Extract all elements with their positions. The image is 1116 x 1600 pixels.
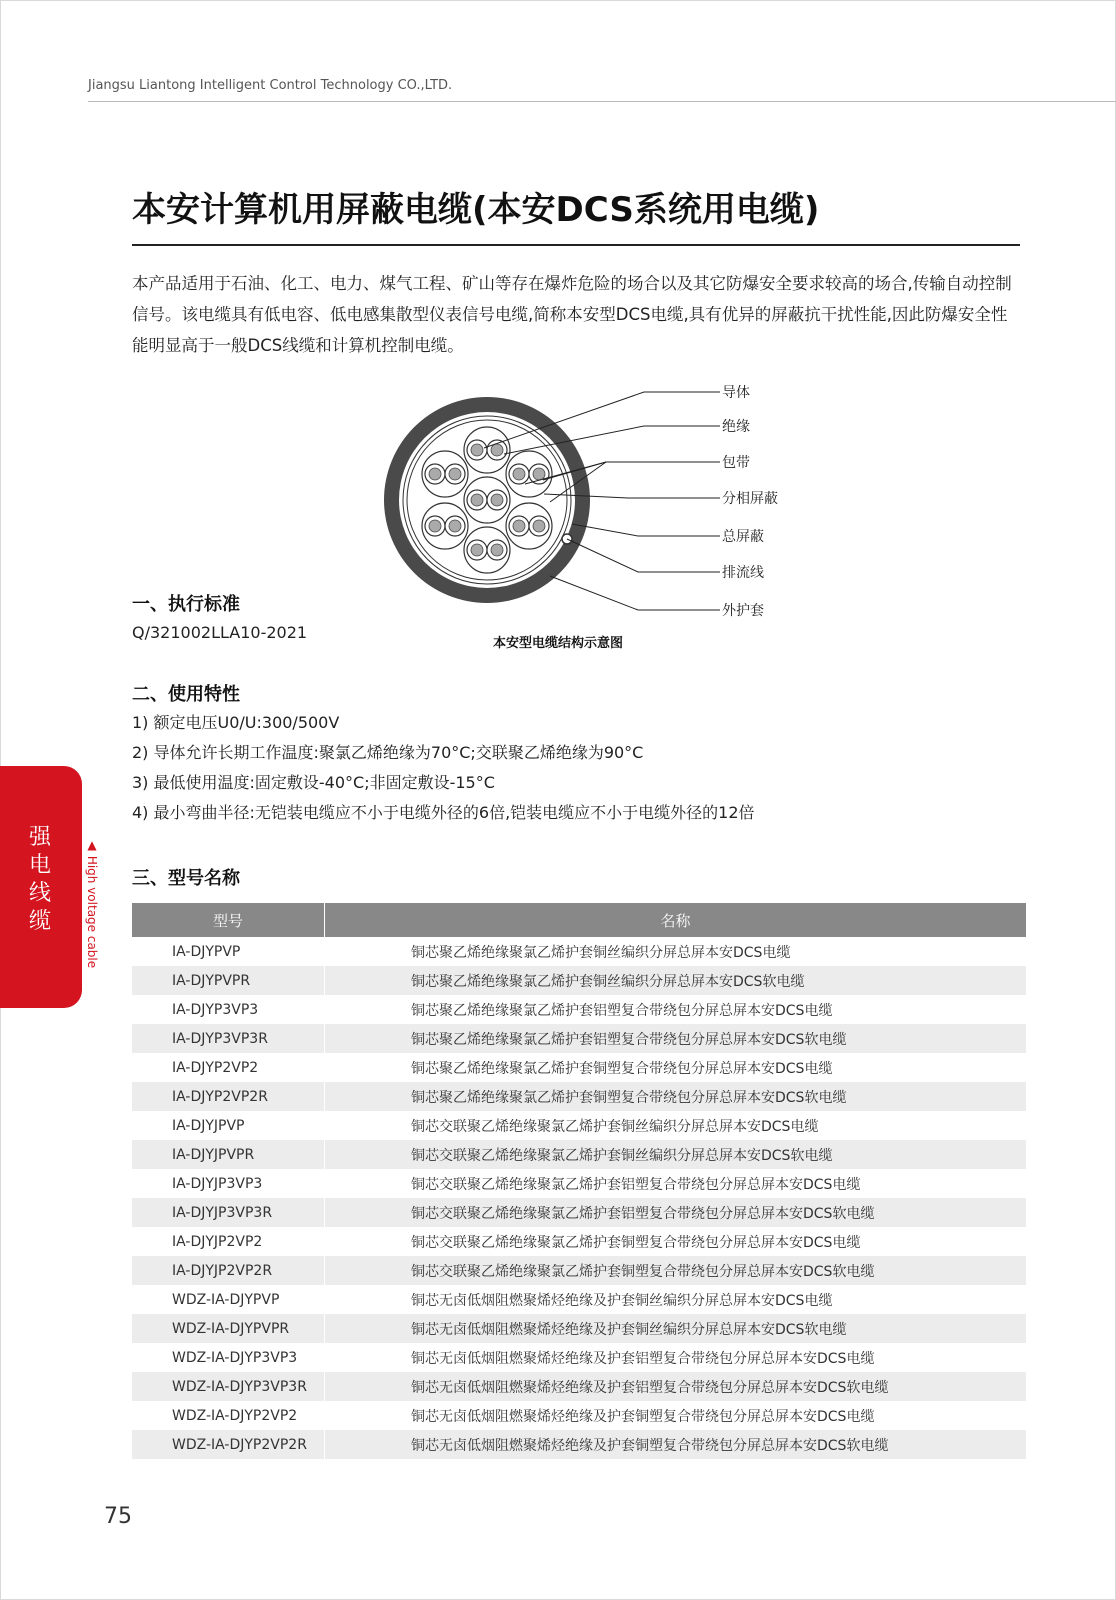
model-code-cell: WDZ-IA-DJYP3VP3 bbox=[132, 1343, 325, 1372]
model-name-cell: 铜芯交联聚乙烯绝缘聚氯乙烯护套铜丝编织分屏总屏本安DCS电缆 bbox=[411, 1118, 819, 1135]
table-row bbox=[132, 966, 1026, 995]
model-name-cell: 铜芯聚乙烯绝缘聚氯乙烯护套铜塑复合带绕包分屏总屏本安DCS电缆 bbox=[411, 1060, 833, 1077]
table-row bbox=[132, 1227, 1026, 1256]
conductor bbox=[533, 520, 545, 532]
model-name-cell: 铜芯交联聚乙烯绝缘聚氯乙烯护套铜塑复合带绕包分屏总屏本安DCS软电缆 bbox=[325, 1256, 1027, 1285]
model-code-cell: IA-DJYP2VP2R bbox=[132, 1082, 325, 1111]
property-item: 2) 导体允许长期工作温度:聚氯乙烯绝缘为70°C;交联聚乙烯绝缘为90°C bbox=[132, 743, 644, 762]
model-code-cell: WDZ-IA-DJYPVP bbox=[132, 1285, 325, 1314]
model-code-cell: IA-DJYJPVPR bbox=[132, 1140, 325, 1169]
standard-heading: 一、执行标准 bbox=[132, 594, 240, 615]
table-row bbox=[132, 1053, 1026, 1082]
table-row bbox=[132, 1111, 1026, 1140]
diagram-caption: 本安型电缆结构示意图 bbox=[493, 636, 624, 651]
model-name-cell: 铜芯无卤低烟阻燃聚烯烃绝缘及护套铜塑复合带绕包分屏总屏本安DCS电缆 bbox=[411, 1408, 875, 1425]
cable-cross-section bbox=[384, 384, 804, 644]
table-row bbox=[132, 1169, 1026, 1198]
conductor bbox=[449, 520, 461, 532]
section-side-tab bbox=[0, 766, 82, 1008]
table-row bbox=[132, 1401, 1026, 1430]
conductor bbox=[449, 468, 461, 480]
twisted-pair bbox=[464, 527, 510, 573]
table-row bbox=[132, 1256, 1026, 1285]
table-row bbox=[132, 1082, 1026, 1111]
property-item: 3) 最低使用温度:固定敷设-40°C;非固定敷设-15°C bbox=[132, 773, 495, 792]
model-name-cell: 铜芯交联聚乙烯绝缘聚氯乙烯护套铝塑复合带绕包分屏总屏本安DCS软电缆 bbox=[325, 1198, 1027, 1227]
conductor bbox=[513, 468, 525, 480]
diagram-label: 导体 bbox=[722, 385, 750, 401]
model-code-cell: WDZ-IA-DJYP3VP3R bbox=[132, 1372, 325, 1401]
table-row bbox=[132, 1372, 1026, 1401]
standard-code: Q/321002LLA10-2021 bbox=[132, 623, 308, 642]
properties-list bbox=[132, 710, 755, 830]
twisted-pair bbox=[506, 503, 552, 549]
model-code-cell: IA-DJYP3VP3 bbox=[132, 995, 325, 1024]
conductor bbox=[429, 520, 441, 532]
conductor bbox=[533, 468, 545, 480]
model-code-cell: IA-DJYP3VP3R bbox=[132, 1024, 325, 1053]
model-code-cell: IA-DJYP2VP2 bbox=[132, 1053, 325, 1082]
model-code-cell: IA-DJYJP3VP3 bbox=[132, 1169, 325, 1198]
conductor bbox=[513, 520, 525, 532]
page-number: 75 bbox=[104, 1504, 132, 1529]
intro-paragraph: 本产品适用于石油、化工、电力、煤气工程、矿山等存在爆炸危险的场合以及其它防爆安全要求较高的场合,传输自动控制信号。该电缆具有低电容、低电感集散型仪表信号电缆,简称本安型DCS电缆,具有优异的屏蔽抗干扰性能,因此防爆安全性能明显高于一般DCS线缆和计算机控制电缆。 bbox=[132, 274, 1012, 355]
diagram-label: 绝缘 bbox=[722, 419, 750, 435]
table-row bbox=[132, 1198, 1026, 1227]
page-title: 本安计算机用屏蔽电缆(本安DCS系统用电缆) bbox=[132, 190, 820, 230]
model-code-cell: WDZ-IA-DJYP2VP2R bbox=[132, 1430, 325, 1459]
model-name-cell: 铜芯聚乙烯绝缘聚氯乙烯护套铜丝编织分屏总屏本安DCS电缆 bbox=[411, 944, 791, 961]
table-row bbox=[132, 1140, 1026, 1169]
twisted-pair bbox=[422, 503, 468, 549]
model-name-cell: 铜芯无卤低烟阻燃聚烯烃绝缘及护套铝塑复合带绕包分屏总屏本安DCS软电缆 bbox=[325, 1372, 1027, 1401]
table-row bbox=[132, 1285, 1026, 1314]
model-name-cell: 铜芯交联聚乙烯绝缘聚氯乙烯护套铜丝编织分屏总屏本安DCS软电缆 bbox=[325, 1140, 1027, 1169]
model-code-cell: IA-DJYPVP bbox=[132, 937, 325, 966]
conductor bbox=[429, 468, 441, 480]
conductor bbox=[471, 494, 483, 506]
model-code-cell: IA-DJYPVPR bbox=[132, 966, 325, 995]
conductor bbox=[471, 544, 483, 556]
diagram-label: 分相屏蔽 bbox=[722, 491, 778, 507]
diagram-label: 包带 bbox=[722, 455, 750, 471]
side-tab-english-label: ▲ High voltage cable bbox=[85, 838, 99, 969]
model-name-cell: 铜芯无卤低烟阻燃聚烯烃绝缘及护套铜塑复合带绕包分屏总屏本安DCS软电缆 bbox=[325, 1430, 1027, 1459]
model-name-cell: 铜芯交联聚乙烯绝缘聚氯乙烯护套铜塑复合带绕包分屏总屏本安DCS电缆 bbox=[411, 1234, 861, 1251]
conductor bbox=[491, 544, 503, 556]
model-name-cell: 铜芯交联聚乙烯绝缘聚氯乙烯护套铝塑复合带绕包分屏总屏本安DCS电缆 bbox=[411, 1176, 861, 1193]
model-code-cell: IA-DJYJP2VP2R bbox=[132, 1256, 325, 1285]
table-row bbox=[132, 1314, 1026, 1343]
conductor bbox=[491, 494, 503, 506]
model-name-cell: 铜芯无卤低烟阻燃聚烯烃绝缘及护套铜丝编织分屏总屏本安DCS电缆 bbox=[411, 1292, 833, 1309]
conductor bbox=[471, 444, 483, 456]
model-code-cell: WDZ-IA-DJYPVPR bbox=[132, 1314, 325, 1343]
model-table bbox=[132, 903, 1026, 1459]
table-row bbox=[132, 1024, 1026, 1053]
property-item: 4) 最小弯曲半径:无铠装电缆应不小于电缆外径的6倍,铠装电缆应不小于电缆外径的12倍 bbox=[132, 803, 755, 822]
diagram-label: 总屏蔽 bbox=[722, 529, 764, 545]
diagram-labels bbox=[722, 384, 778, 619]
table-row bbox=[132, 937, 1026, 966]
model-name-cell: 铜芯聚乙烯绝缘聚氯乙烯护套铜丝编织分屏总屏本安DCS软电缆 bbox=[325, 966, 1027, 995]
model-name-cell: 铜芯无卤低烟阻燃聚烯烃绝缘及护套铝塑复合带绕包分屏总屏本安DCS电缆 bbox=[411, 1350, 875, 1367]
company-header: Jiangsu Liantong Intelligent Control Technology CO.,LTD. bbox=[88, 78, 453, 93]
twisted-pair bbox=[422, 451, 468, 497]
table-row bbox=[132, 995, 1026, 1024]
table-row bbox=[132, 1430, 1026, 1459]
models-heading: 三、型号名称 bbox=[132, 868, 240, 889]
model-table-body bbox=[132, 937, 1026, 1459]
diagram-label: 排流线 bbox=[722, 565, 764, 581]
twisted-pair bbox=[464, 427, 510, 473]
model-code-cell: WDZ-IA-DJYP2VP2 bbox=[132, 1401, 325, 1430]
column-header-model: 型号 bbox=[132, 903, 325, 937]
model-name-cell: 铜芯聚乙烯绝缘聚氯乙烯护套铝塑复合带绕包分屏总屏本安DCS软电缆 bbox=[325, 1024, 1027, 1053]
diagram-label: 外护套 bbox=[722, 603, 764, 619]
cable-structure-diagram bbox=[384, 384, 804, 644]
header-divider bbox=[88, 101, 1116, 102]
table-header-row bbox=[132, 903, 1026, 937]
model-code-cell: IA-DJYJPVP bbox=[132, 1111, 325, 1140]
side-tab-label: 强电线缆 bbox=[28, 825, 51, 934]
model-name-cell: 铜芯无卤低烟阻燃聚烯烃绝缘及护套铜丝编织分屏总屏本安DCS软电缆 bbox=[325, 1314, 1027, 1343]
model-code-cell: IA-DJYJP3VP3R bbox=[132, 1198, 325, 1227]
title-divider bbox=[132, 244, 1020, 246]
twisted-pair bbox=[506, 451, 552, 497]
properties-heading: 二、使用特性 bbox=[132, 684, 240, 705]
model-name-cell: 铜芯聚乙烯绝缘聚氯乙烯护套铝塑复合带绕包分屏总屏本安DCS电缆 bbox=[411, 1002, 833, 1019]
table-row bbox=[132, 1343, 1026, 1372]
property-item: 1) 额定电压U0/U:300/500V bbox=[132, 713, 340, 732]
conductor bbox=[491, 444, 503, 456]
model-code-cell: IA-DJYJP2VP2 bbox=[132, 1227, 325, 1256]
column-header-name: 名称 bbox=[325, 903, 1027, 937]
model-name-cell: 铜芯聚乙烯绝缘聚氯乙烯护套铜塑复合带绕包分屏总屏本安DCS软电缆 bbox=[325, 1082, 1027, 1111]
twisted-pair bbox=[464, 477, 510, 523]
